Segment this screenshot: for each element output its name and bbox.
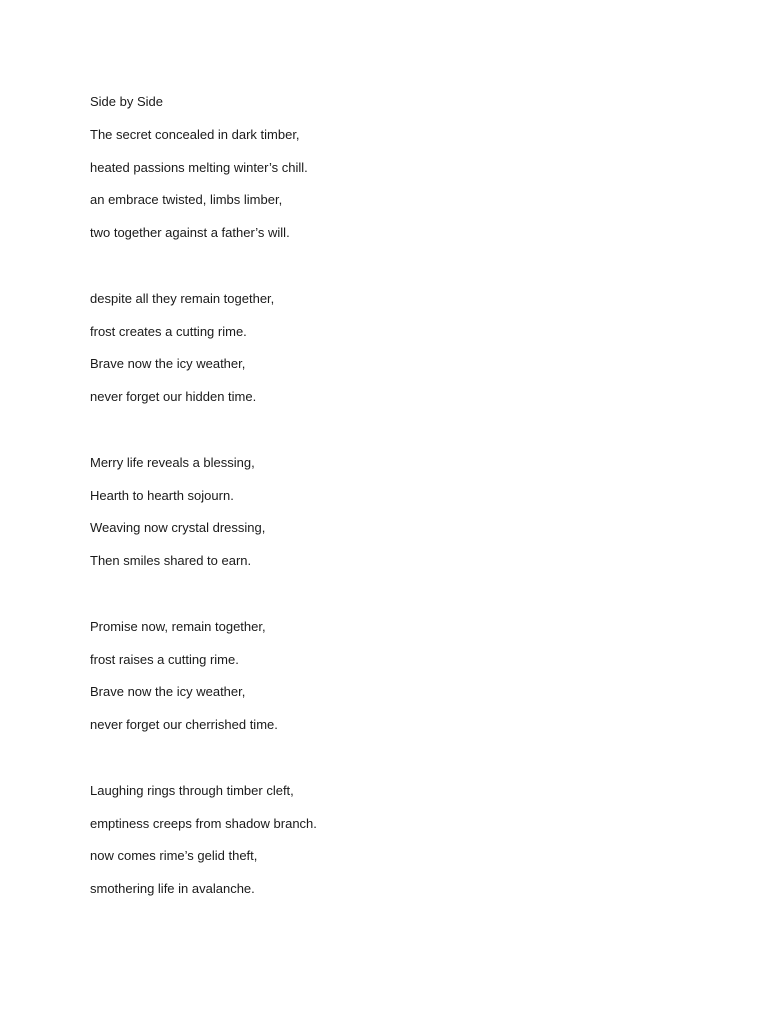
poem-title: Side by Side — [90, 94, 163, 109]
poem-line: now comes rime’s gelid theft, — [90, 848, 258, 864]
poem-line: despite all they remain together, — [90, 290, 275, 306]
poem-line: two together against a father’s will. — [90, 225, 290, 241]
stanza — [90, 125, 690, 243]
stanza-break — [90, 584, 690, 617]
stanza-break — [90, 748, 690, 781]
poem-line: never forget our hidden time. — [90, 389, 257, 405]
poem-line: an embrace twisted, limbs limber, — [90, 192, 283, 208]
poem-line: smothering life in avalanche. — [90, 881, 255, 897]
poem-line: emptiness creeps from shadow branch. — [90, 815, 317, 831]
poem-line: Brave now the icy weather, — [90, 356, 246, 372]
poem-line: Weaving now crystal dressing, — [90, 520, 266, 536]
stanza-break — [90, 420, 690, 453]
poem-line: Laughing rings through timber cleft, — [90, 782, 294, 798]
poem-line: Merry life reveals a blessing, — [90, 454, 255, 470]
poem-line: Hearth to hearth sojourn. — [90, 487, 234, 503]
poem-line: frost creates a cutting rime. — [90, 323, 247, 339]
poem-line: Brave now the icy weather, — [90, 684, 246, 700]
stanza-break — [90, 256, 690, 289]
stanza — [90, 453, 690, 571]
poem-line: heated passions melting winter’s chill. — [90, 159, 308, 175]
poem-line: The secret concealed in dark timber, — [90, 126, 300, 142]
poem-line: Then smiles shared to earn. — [90, 553, 252, 569]
poem-line: Promise now, remain together, — [90, 618, 266, 634]
stanza — [90, 617, 690, 735]
stanza — [90, 289, 690, 407]
poem — [90, 92, 690, 912]
stanza — [90, 781, 690, 899]
poem-line: frost raises a cutting rime. — [90, 651, 239, 667]
poem-line: never forget our cherrished time. — [90, 717, 278, 733]
